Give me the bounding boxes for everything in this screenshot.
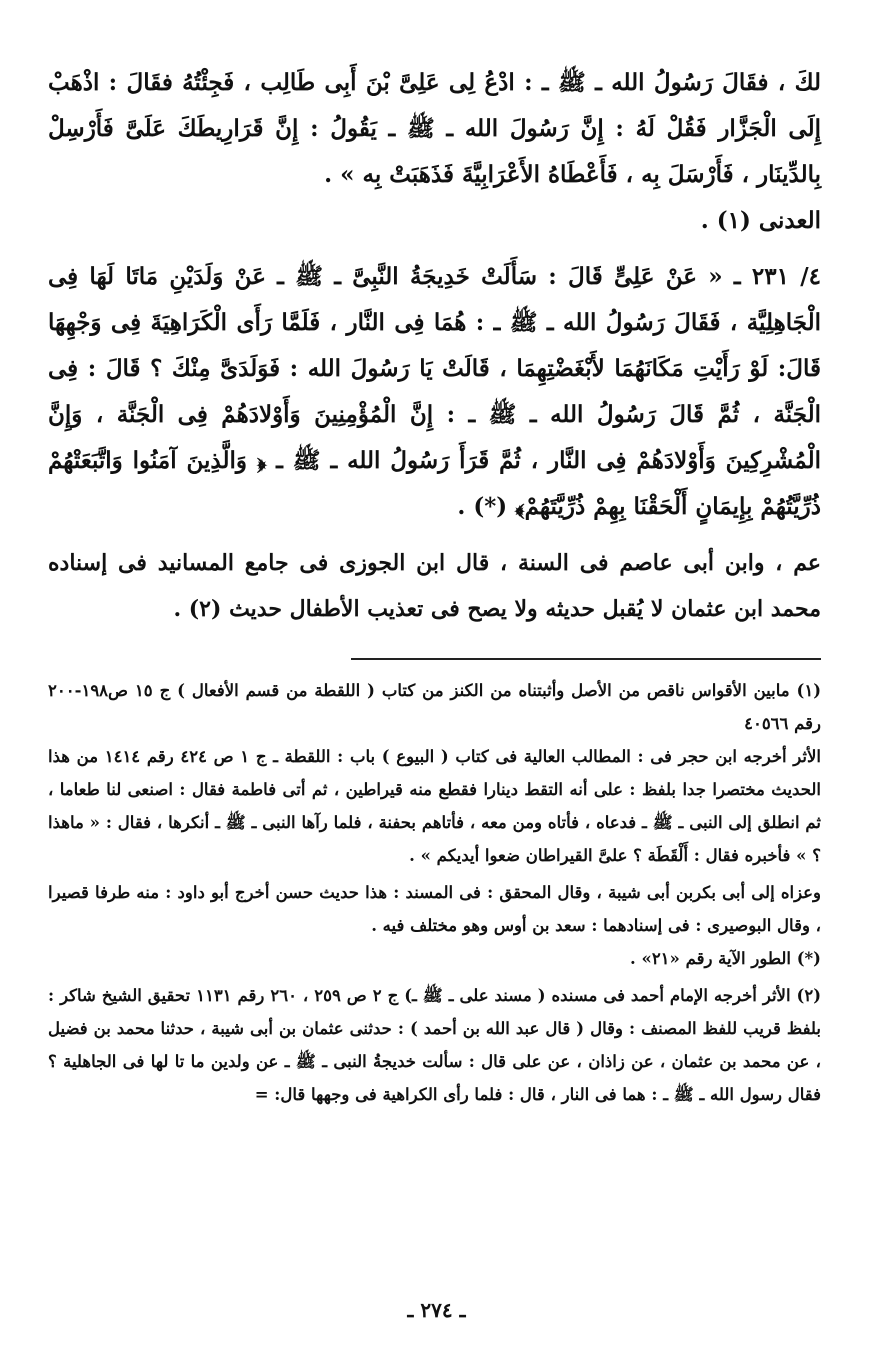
source-attribution-ibn-jawzi: عم ، وابن أبى عاصم فى السنة ، قال ابن الجوزى فى جامع المسانيد فى إسناده محمد ابن عثمان لا يُقبل حديثه ولا يصح فى تعذيب الأطفال حديث (٢) . [48, 550, 821, 622]
footnote-star: (*) الطور الآية رقم «٢١» . [630, 949, 821, 968]
footnote-1-continued-b: وعزاه إلى أبى بكربن أبى شيبة ، وقال المحقق : فى المسند : هذا حديث حسن أخرج أبو داود : منه طرفا قصيرا ، وقال البوصيرى : فى إسنادهما : سعد بن أوس وهو مختلف فيه . [48, 883, 821, 935]
paragraph-continuation: لكَ ، فقَالَ رَسُولُ الله ـ ﷺ ـ : ادْعُ لِى عَلِىَّ بْنَ أَبِى طَالِب ، فَجِئْتُهُ فقَالَ : اذْهَبْ إِلَى الْجَزَّار فَقُلْ لَهُ : إِنَّ رَسُولَ الله ـ ﷺ ـ يَقُولُ : إِنَّ قَرَارِيطَكَ عَلَىَّ فَأَرْسِلْ بِالدِّينَار ، فَأَرْسَلَ بِه ، فَأَعْطَاهُ الأَعْرَابِيَّةَ فَذَهَبَتْ بِه » . [48, 69, 821, 188]
page-number: ـ ٢٧٤ ـ [407, 1298, 466, 1322]
footnotes [48, 674, 821, 1111]
hadith-4-231: ٤/ ٢٣١ ـ « عَنْ عَلِىٍّ قَالَ : سَأَلَتْ خَدِيجَةُ النَّبِىَّ ـ ﷺ ـ عَنْ وَلَدَيْنِ مَاتَا لَهَا فِى الْجَاهِلِيَّة ، فَقَالَ رَسُولُ الله ـ ﷺ ـ : هُمَا فِى النَّار ، فَلَمَّا رَأَى الْكَرَاهِيَةَ فِى وَجْهِهَا قَالَ: لَوْ رَأَيْتِ مَكَانَهُمَا لأَبْغَضْتِهِمَا ، قَالَتْ يَا رَسُولَ الله : فَوَلَدَىَّ مِنْكَ ؟ قَالَ : فِى الْجَنَّة ، ثُمَّ قَالَ رَسُولُ الله ـ ﷺ ـ : إِنَّ الْمُؤْمِنِينَ وَأَوْلادَهُمْ فِى الْجَنَّة ، وَإِنَّ الْمُشْرِكِينَ وَأَوْلادَهُمْ فِى النَّار ، ثُمَّ قَرَأَ رَسُولُ الله ـ ﷺ ـ ﴿ وَالَّذِينَ آمَنُوا وَاتَّبَعَتْهُمْ ذُرِّيَّتُهُمْ بِإِيمَانٍ أَلْحَقْنَا بِهِمْ ذُرِّيَّتَهُمْ﴾ (*) . [48, 263, 821, 520]
footnote-2: (٢) الأثر أخرجه الإمام أحمد فى مسنده ( مسند على ـ ﷺ ـ) ج ٢ ص ٢٥٩ ، ٢٦٠ رقم ١١٣١ تحقيق الشيخ شاكر : بلفظ قريب للفظ المصنف : وقال ( قال عبد الله بن أحمد ) : حدثنى عثمان بن أبى شيبة ، حدثنا محمد بن فضيل ، عن محمد بن عثمان ، عن زاذان ، عن على قال : سألت خديجةُ النبى ـ ﷺ ـ عن ولدين ما تا لها فى الجاهلية ؟ فقال رسول الله ـ ﷺ ـ : هما فى النار ، قال : فلما رأى الكراهية فى وجهها قال: = [48, 986, 822, 1104]
footnote-1-continued-a: الأثر أخرجه ابن حجر فى : المطالب العالية فى كتاب ( البيوع ) باب : اللقطة ـ ج ١ ص ٤٢٤ رقم ١٤١٤ من هذا الحديث مختصرا جدا بلفظ : على أنه التقط دينارا فقطع منه قيراطين ، ثم أتى فاطمة فقال : اصنعى لنا طعاما ، ثم انطلق إلى النبى ـ ﷺ ـ فدعاه ، فأتاه ومن معه ، فأتاهم بحفنة ، فلما رآها النبى ـ ﷺ ـ أنكرها ، فقال : « ماهذا ؟ » فأخبره فقال : أَلْقَطَة ؟ علىَّ القيراطان ضعوا أيديكم » . [48, 747, 821, 865]
main-text [48, 60, 821, 632]
source-attribution-adani: العدنى (١) . [700, 207, 821, 234]
footnote-divider [351, 658, 821, 660]
footnote-1: (١) مابين الأقواس ناقص من الأصل وأثبتناه من الكنز من كتاب ( اللقطة من قسم الأفعال ) ج ١٥ ص١٩٨-٢٠٠ رقم ٤٠٥٦٦ [48, 681, 821, 733]
